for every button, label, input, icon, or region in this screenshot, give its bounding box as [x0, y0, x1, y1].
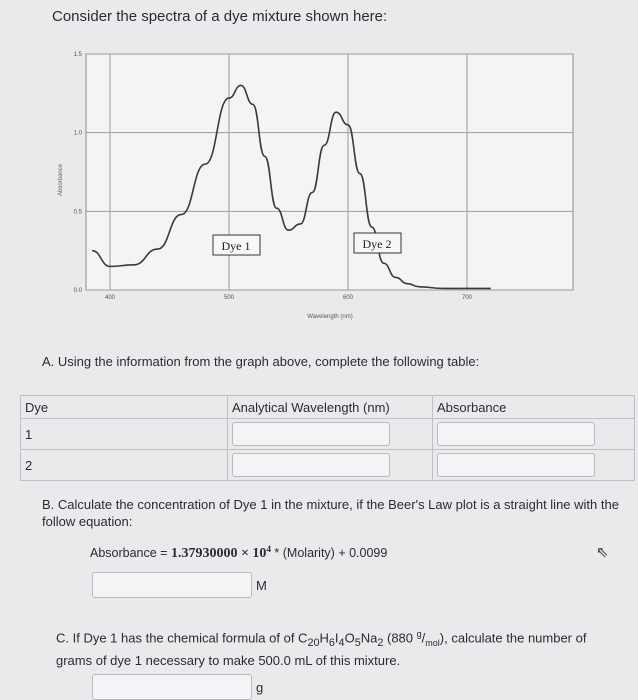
- concentration-answer-input[interactable]: [92, 572, 252, 598]
- dye2-label-box: [354, 233, 401, 253]
- unit-slash: /: [421, 630, 426, 646]
- x-axis-label: Wavelength (nm): [307, 314, 353, 320]
- col-header-absorbance: Absorbance: [433, 396, 635, 419]
- concentration-unit: M: [256, 578, 267, 593]
- question-a: A. Using the information from the graph above, complete the following table:: [42, 354, 480, 369]
- plot-frame: [86, 54, 573, 290]
- formula-sub: 2: [377, 636, 384, 649]
- dye1-label-box: [213, 235, 260, 255]
- equation-rhs: * (Molarity) + 0.0099: [274, 546, 388, 561]
- dye1-absorbance-input[interactable]: [437, 422, 595, 446]
- molar-mass-open: (880: [383, 630, 417, 646]
- y-axis-label: Absorbance: [58, 163, 64, 197]
- dye1-wavelength-input[interactable]: [232, 422, 390, 446]
- equation-exponent: 4: [266, 544, 271, 554]
- grams-unit: g: [256, 680, 264, 695]
- row-dye-number: 1: [21, 419, 228, 450]
- dye2-label: Dye 2: [362, 237, 392, 251]
- unit-denominator: mol: [425, 637, 440, 648]
- y-tick-label: 1.5: [73, 52, 82, 58]
- dye2-wavelength-input[interactable]: [232, 453, 390, 477]
- formula-sub: 6: [328, 636, 335, 649]
- page-title: Consider the spectra of a dye mixture shown here:: [52, 8, 388, 25]
- equation-lhs: Absorbance =: [90, 546, 168, 561]
- x-tick-label: 600: [342, 295, 354, 301]
- col-header-dye: Dye: [21, 396, 228, 419]
- question-c: [56, 625, 624, 670]
- table-row: [21, 450, 635, 481]
- grams-answer-input[interactable]: [92, 674, 252, 700]
- formula-element: H: [319, 630, 329, 646]
- formula-element: Na: [360, 630, 378, 646]
- y-tick-label: 1.0: [73, 130, 82, 137]
- unit-numerator: g: [416, 629, 422, 639]
- question-b: B. Calculate the concentration of Dye 1 in the mixture, if the Beer's Law plot is a straight line with the follow equation:: [42, 497, 619, 529]
- col-header-wavelength: Analytical Wavelength (nm): [228, 396, 433, 419]
- dye2-absorbance-input[interactable]: [437, 453, 595, 477]
- dye1-label: Dye 1: [221, 239, 251, 253]
- table-header-row: [21, 396, 635, 419]
- formula-sub: 4: [338, 636, 345, 649]
- x-tick-label: 500: [223, 295, 235, 301]
- answer-table: [20, 395, 635, 481]
- row-dye-number: 2: [21, 450, 228, 481]
- formula-element: I: [334, 630, 339, 646]
- y-tick-label: 0.5: [73, 209, 82, 216]
- chart-grid: [86, 54, 573, 290]
- x-tick-label: 700: [461, 295, 473, 301]
- x-tick-label: 400: [104, 295, 116, 301]
- equation-coefficient: 1.37930000: [170, 546, 238, 562]
- question-c-start: C. If Dye 1 has the chemical formula of of C: [56, 630, 308, 646]
- table-row: [21, 419, 635, 450]
- y-tick-label: 0.0: [73, 288, 82, 294]
- spectra-chart: [48, 40, 588, 330]
- beers-law-equation: [90, 544, 387, 562]
- question-c-end: ), calculate the number of grams of dye 1 necessary to make 500.0 mL of this mixture.: [56, 630, 587, 668]
- equation-times: × 10: [240, 546, 267, 562]
- formula-sub: 5: [354, 636, 361, 649]
- formula-sub: 20: [307, 636, 320, 649]
- mouse-cursor-icon: ⇖: [596, 544, 609, 561]
- formula-element: O: [344, 630, 355, 646]
